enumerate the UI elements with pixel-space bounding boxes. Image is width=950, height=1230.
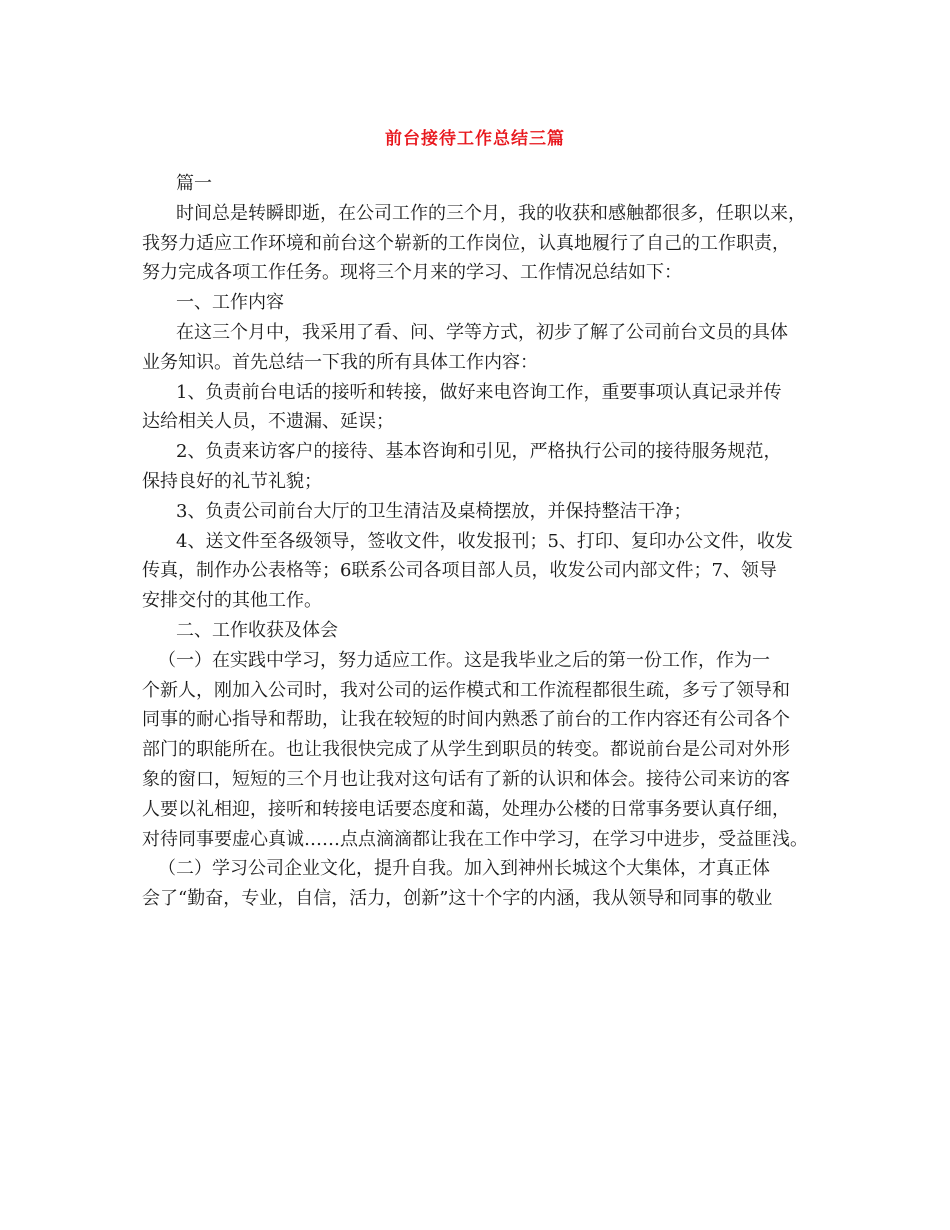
paragraph-line: （一）在实践中学习，努力适应工作。这是我毕业之后的第一份工作，作为一: [158, 649, 770, 671]
paragraph-line: 人要以礼相迎，接听和转接电话要态度和蔼，处理办公楼的日常事务要认真仔细，: [142, 798, 790, 820]
list-item-line: 3、负责公司前台大厅的卫生清洁及桌椅摆放，并保持整洁干净；: [176, 500, 692, 522]
document-body: [140, 169, 820, 914]
list-item-line: 保持良好的礼节礼貌；: [142, 470, 322, 492]
paragraph-line: 业务知识。首先总结一下我的所有具体工作内容：: [142, 351, 538, 373]
section-heading: 篇一: [176, 173, 212, 194]
paragraph-line: 时间总是转瞬即逝，在公司工作的三个月，我的收获和感触都很多，任职以来，: [176, 202, 806, 224]
list-item-line: 2、负责来访客户的接待、基本咨询和引见，严格执行公司的接待服务规范，: [176, 441, 782, 463]
paragraph-line: 努力完成各项工作任务。现将三个月来的学习、工作情况总结如下：: [142, 262, 682, 284]
list-item-line: 安排交付的其他工作。: [142, 590, 322, 612]
section-heading: 二、工作收获及体会: [176, 619, 338, 641]
paragraph-line: 会了“勤奋，专业，自信，活力，创新”这十个字的内涵，我从领导和同事的敬业: [142, 888, 773, 910]
paragraph-line: 同事的耐心指导和帮助，让我在较短的时间内熟悉了前台的工作内容还有公司各个: [142, 709, 790, 731]
paragraph-line: 部门的职能所在。也让我很快完成了从学生到职员的转变。都说前台是公司对外形: [142, 739, 790, 761]
list-item-line: 4、送文件至各级领导，签收文件，收发报刊；5、打印、复印办公文件，收发: [176, 530, 793, 552]
list-item-line: 1、负责前台电话的接听和转接，做好来电咨询工作，重要事项认真记录并传: [176, 381, 782, 403]
list-item-line: 传真，制作办公表格等；6联系公司各项目部人员，收发公司内部文件；7、领导: [142, 560, 777, 582]
paragraph-line: 个新人，刚加入公司时，我对公司的运作模式和工作流程都很生疏，多亏了领导和: [142, 679, 790, 701]
paragraph-line: 在这三个月中，我采用了看、问、学等方式，初步了解了公司前台文员的具体: [176, 321, 788, 343]
paragraph-line: 我努力适应工作环境和前台这个崭新的工作岗位，认真地履行了自己的工作职责，: [142, 232, 790, 254]
list-item-line: 达给相关人员，不遗漏、延误；: [142, 411, 394, 433]
section-heading: 一、工作内容: [176, 292, 284, 314]
paragraph-line: 象的窗口，短短的三个月也让我对这句话有了新的认识和体会。接待公司来访的客: [142, 768, 790, 790]
document-title: 前台接待工作总结三篇: [385, 129, 565, 149]
paragraph-line: （二）学习公司企业文化，提升自我。加入到神州长城这个大集体，才真正体: [158, 858, 770, 880]
paragraph-line: 对待同事要虚心真诚……点点滴滴都让我在工作中学习，在学习中进步，受益匪浅。: [142, 828, 808, 850]
